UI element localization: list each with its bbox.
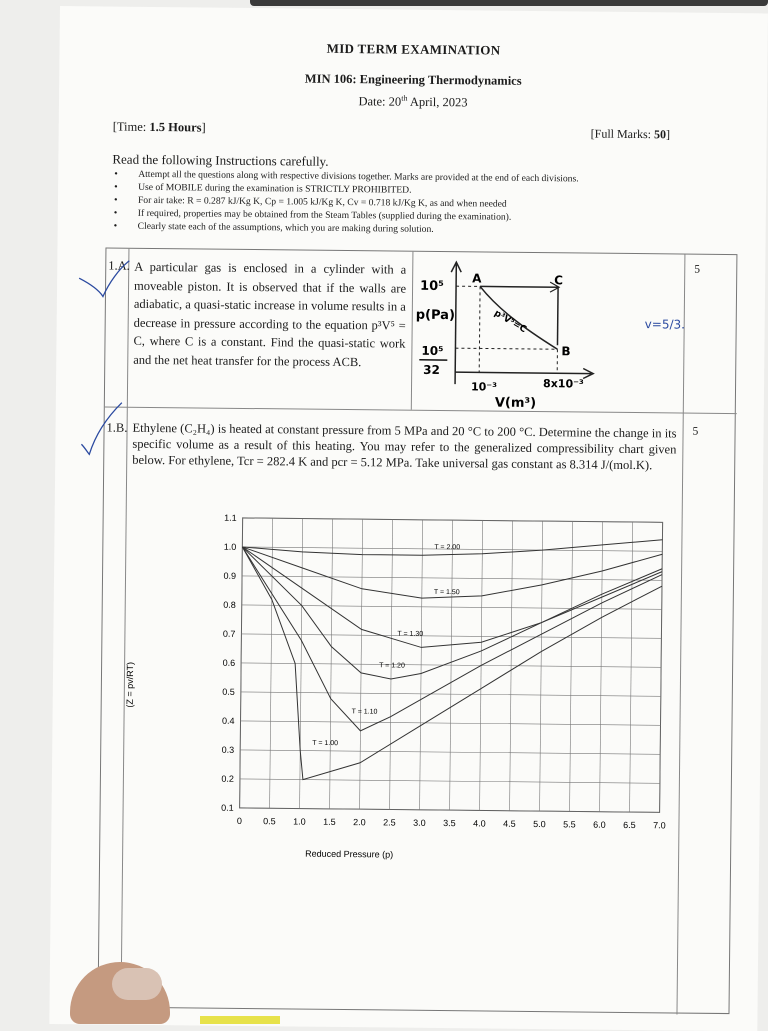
x-tick-label: 6.0 — [593, 820, 606, 830]
series-label: T = 1.20 — [379, 662, 405, 669]
y-tick-label: 0.4 — [222, 716, 235, 726]
p-axis-label: p(Pa) — [416, 308, 455, 323]
y-tick-label: 0.9 — [223, 571, 236, 581]
dash-bottom — [455, 348, 557, 349]
v-left-label: 10⁻³ — [471, 380, 497, 393]
table-edge — [250, 0, 768, 6]
instruction-item: • For air take: R = 0.287 kJ/Kg K, Cp = 1.005 kJ/Kg K, Cv = 0.718 kJ/Kg K, as and when needed — [112, 194, 752, 214]
tick-mark — [77, 398, 128, 459]
v-axis-label: V(m³) — [495, 396, 536, 411]
instruction-item: • Attempt all the questions along with respective divisions together. Marks are provided at the end of each divisions. — [112, 168, 752, 188]
v-right-label: 8x10⁻³ — [543, 377, 584, 390]
x-tick-label: 4.0 — [473, 818, 486, 828]
x-tick-label: 5.0 — [533, 819, 546, 829]
compressibility-chart — [109, 495, 703, 871]
x-tick-label: 2.5 — [383, 817, 396, 827]
exam-sheet — [49, 6, 768, 1031]
question-number: 1.B. — [107, 421, 128, 436]
series-label: T = 2.00 — [434, 544, 460, 551]
y-tick-label: 0.7 — [223, 629, 236, 639]
instruction-item: • Use of MOBILE during the examination is STRICTLY PROHIBITED. — [112, 181, 752, 201]
tick-mark — [73, 256, 134, 307]
instructions-list — [112, 168, 753, 240]
y-tick-label: 1.1 — [224, 513, 237, 523]
x-tick-label: 2.0 — [353, 817, 366, 827]
point-a-label: A — [472, 271, 482, 285]
instruction-item: • If required, properties may be obtained from the Steam Tables (supplied during the examination). — [112, 207, 752, 227]
question-text: A particular gas is enclosed in a cylinder with a moveable piston. It is observed that if the walls are adiabatic, a quasi-static increase in volume results in a decrease in pressure according to the equation p³V⁵ = C, where C is a constant. Find the quasi-static work and the net heat transfer for the process ACB. — [133, 258, 406, 372]
series-label: T = 1.30 — [397, 631, 423, 638]
x-tick-label: 1.0 — [293, 816, 306, 826]
y-tick-label: 0.5 — [222, 687, 235, 697]
course-title: MIN 106: Engineering Thermodynamics — [59, 69, 767, 91]
p-top-label: 10⁵ — [420, 279, 444, 294]
x-tick-label: 6.5 — [623, 820, 636, 830]
p-bottom-denominator: 32 — [423, 363, 440, 377]
y-tick-label: 0.1 — [221, 803, 234, 813]
x-tick-label: 3.5 — [443, 818, 456, 828]
instruction-item: • Clearly state each of the assumptions, which you are making during solution. — [112, 220, 752, 240]
point-b-label: B — [561, 344, 570, 358]
exam-date: Date: 20th April, 2023 — [59, 90, 767, 114]
y-tick-label: 1.0 — [224, 542, 237, 552]
adiabat-curve — [479, 286, 558, 349]
curve-label: p³V⁵=C — [492, 309, 528, 336]
instructions-heading: Read the following Instructions carefully. — [112, 152, 328, 170]
series-label: T = 1.00 — [312, 740, 338, 747]
x-tick-label: 7.0 — [653, 820, 666, 830]
dash-left — [479, 286, 480, 372]
series-label: T = 1.50 — [434, 589, 460, 596]
y-tick-label: 0.8 — [223, 600, 236, 610]
question-marks: 5 — [693, 426, 699, 438]
x-tick-label: 1.5 — [323, 817, 336, 827]
point-c-label: C — [554, 273, 563, 287]
v-axis-line — [455, 372, 591, 373]
exam-title: MID TERM EXAMINATION — [59, 38, 767, 61]
x-tick-label: 0 — [237, 816, 242, 826]
series-label: T = 1.10 — [352, 708, 378, 715]
p-bottom-numerator: 10⁵ — [421, 344, 443, 358]
exam-time: [Time: 1.5 Hours] — [113, 120, 206, 136]
x-axis-label: Reduced Pressure (p) — [305, 849, 393, 860]
y-tick-label: 0.3 — [222, 745, 235, 755]
question-text: Ethylene (C₂H₄) is heated at constant pressure from 5 MPa and 20 °C to 200 °C. Determine the change in its specific volume as a result of this heating. You may refer to the generalized compressibility chart given below. For ethylene, Tcr = 282.4 K and pcr = 5.12 MPa. Take universal gas constant as 8.314 J/(mol.K). — [132, 420, 676, 474]
p-axis-line — [455, 264, 456, 384]
full-marks: [Full Marks: 50] — [591, 127, 670, 143]
y-tick-label: 0.6 — [223, 658, 236, 668]
question-number: 1.A. — [108, 259, 130, 274]
x-tick-label: 3.0 — [413, 818, 426, 828]
line-a-c — [480, 286, 558, 287]
pv-sketch — [413, 256, 683, 411]
y-tick-label: 0.2 — [221, 774, 234, 784]
x-tick-label: 5.5 — [563, 819, 576, 829]
x-tick-label: 4.5 — [503, 819, 516, 829]
x-tick-label: 0.5 — [263, 816, 276, 826]
margin-note: v=5/3. — [645, 317, 685, 331]
line-c-b — [557, 287, 558, 345]
sticky-note — [200, 1016, 280, 1024]
y-axis-label: (Z = pv/RT) — [125, 662, 135, 708]
question-marks: 5 — [694, 264, 700, 276]
